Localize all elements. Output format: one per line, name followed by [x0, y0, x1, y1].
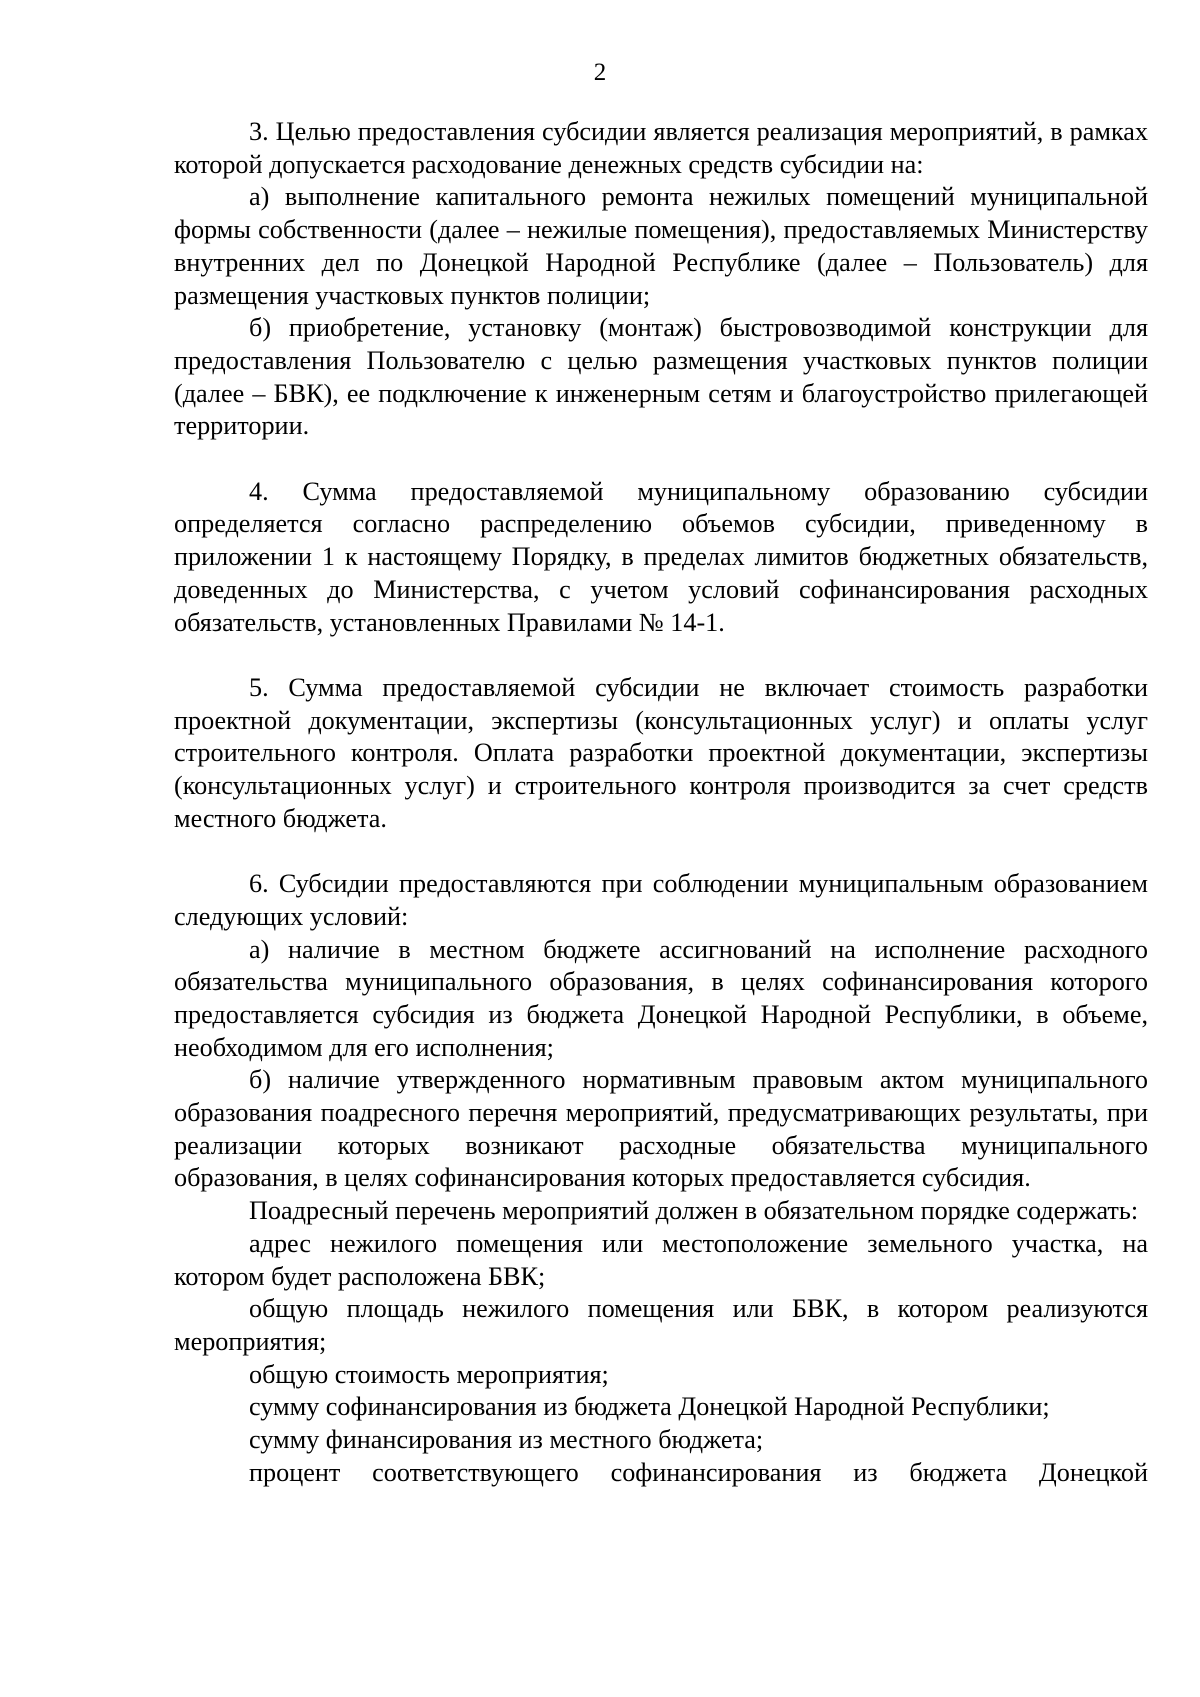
paragraph-3b: б) приобретение, установку (монтаж) быстровозводимой конструкции для предоставления Пользователю с целью размещения участковых пунктов полиции (далее – БВК), ее подключение к инженерным сетям и благоустройство прилегающей территории.: [174, 313, 1148, 441]
paragraph-5: 5. Сумма предоставляемой субсидии не включает стоимость разработки проектной документации, экспертизы (консультационных услуг) и оплаты услуг строительного контроля. Оплата разработки проектной документации, экспертизы (консультационных услуг) и строительного контроля производится за счет средств местного бюджета.: [174, 672, 1148, 833]
list-item-local-financing: сумму финансирования из местного бюджета;: [249, 1425, 764, 1455]
paragraph-3-intro: 3. Целью предоставления субсидии является реализация мероприятий, в рамках которой допускается расходование денежных средств субсидии на:: [174, 117, 1148, 179]
list-item-address: адрес нежилого помещения или местоположение земельного участка, на котором будет расположена БВК;: [174, 1228, 1148, 1291]
page-number: 2: [593, 59, 607, 86]
paragraph-6a: а) наличие в местном бюджете ассигнований на исполнение расходного обязательства муниципального образования, в целях софинансирования которого предоставляется субсидия из бюджета Донецкой Народной Республики, в объеме, необходимом для его исполнения;: [174, 934, 1148, 1062]
list-item-total-cost: общую стоимость мероприятия;: [249, 1359, 609, 1389]
paragraph-list-intro: Поадресный перечень мероприятий должен в обязательном порядке содержать:: [249, 1196, 1139, 1226]
list-item-area: общую площадь нежилого помещения или БВК, в котором реализуются мероприятия;: [174, 1294, 1148, 1356]
paragraph-6-intro: 6. Субсидии предоставляются при соблюдении муниципальным образованием следующих условий:: [174, 869, 1148, 931]
paragraph-6b: б) наличие утвержденного нормативным правовым актом муниципального образования поадресного перечня мероприятий, предусматривающих результаты, при реализации которых возникают расходные обязательства муниципального образования, в целях софинансирования которых предоставляется субсидия.: [174, 1065, 1148, 1193]
paragraph-4: 4. Сумма предоставляемой муниципальному образованию субсидии определяется согласно распределению объемов субсидии, приведенному в приложении 1 к настоящему Порядку, в пределах лимитов бюджетных обязательств, доведенных до Министерства, с учетом условий софинансирования расходных обязательств, установленных Правилами № 14-1.: [174, 476, 1148, 637]
document-body: [174, 116, 1148, 1489]
list-item-republic-cofinancing: сумму софинансирования из бюджета Донецкой Народной Республики;: [249, 1392, 1050, 1422]
paragraph-3a: а) выполнение капитального ремонта нежилых помещений муниципальной формы собственности (далее – нежилые помещения), предоставляемых Министерству внутренних дел по Донецкой Народной Республике (далее – Пользователь) для размещения участковых пунктов полиции;: [174, 182, 1148, 310]
list-item-cofinancing-percent: процент соответствующего софинансирования из бюджета Донецкой: [249, 1457, 1148, 1487]
